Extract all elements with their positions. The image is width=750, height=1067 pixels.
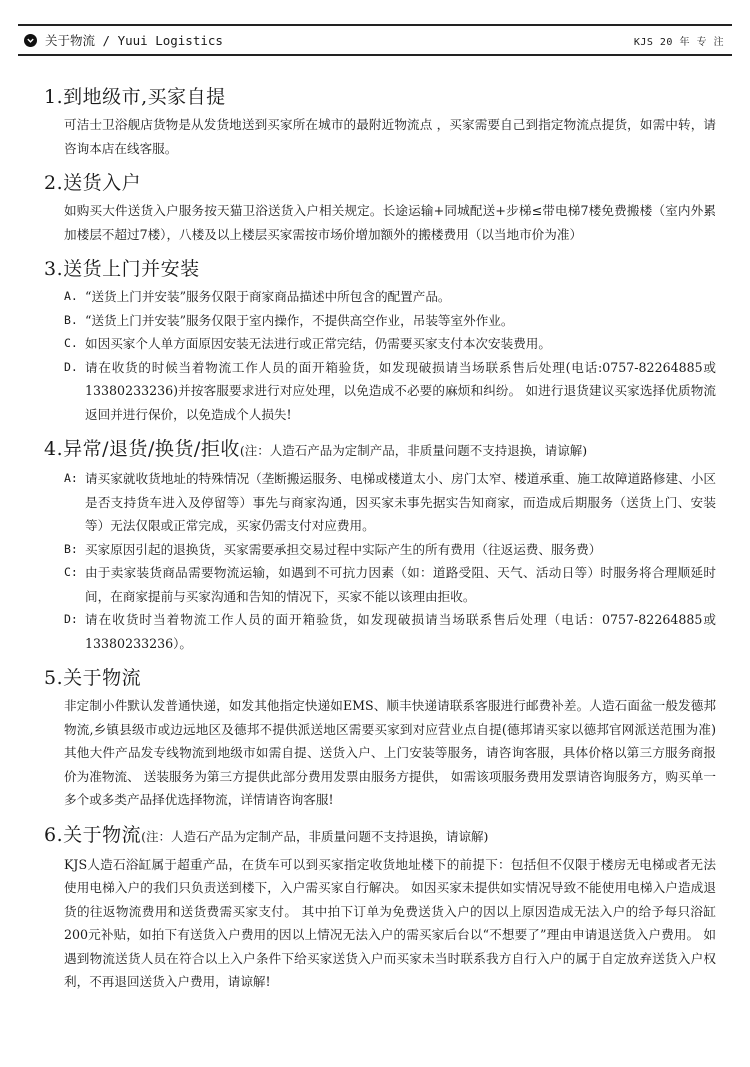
- chevron-down-icon: [24, 34, 37, 47]
- section-title-text: 4.异常/退货/换货/拒收: [44, 438, 240, 460]
- item-marker: C.: [64, 336, 78, 350]
- list-item: [44, 467, 716, 538]
- section-note: (注：人造石产品为定制产品，非质量问题不支持退换，请谅解): [141, 828, 489, 844]
- page-header: [18, 24, 732, 56]
- item-text: 由于卖家装货商品需要物流运输，如遇到不可抗力因素（如：道路受阻、天气、活动日等）时服务将合理顺延时间，在商家提前与买家沟通和告知的情况下，买家不能以该理由拒收。: [85, 565, 716, 604]
- item-text: 买家原因引起的退换货，买家需要承担交易过程中实际产生的所有费用（往返运费、服务费）: [85, 541, 602, 557]
- section-title: [44, 822, 716, 850]
- list-item: [44, 309, 716, 333]
- section-returns: [44, 436, 716, 655]
- section-title: 5.关于物流: [44, 667, 142, 689]
- section-title-text: 6.关于物流: [44, 823, 142, 846]
- section-note: (注：人造石产品为定制产品，非质量问题不支持退换，请谅解): [239, 443, 588, 458]
- list-item: [44, 608, 716, 655]
- section-body: KJS人造石浴缸属于超重产品，在货车可以到买家指定收货地址楼下的前提下：包括但不仅限于楼房无电梯或者无法使用电梯入户的我们只负责送到楼下，入户需买家自行解决。 如因买家未提供如实情况导致不能使用电梯入户造成退货的往返物流费用和送货费需买家支付。 其中拍下订单为免费送货入户的因以上原因造成无法入户的给予每只浴缸200元补贴，如拍下有送货入户费用的因以上情况无法入户的需买家后台以“不想要了”理由申请退送货入户费用。 如遇到物流送货人员在符合以上入户条件下给买家送货入户而买家未当时联系我方自行入户的属于自定放弃送货入户权利，不再退回送货入户费用，请谅解!: [64, 856, 716, 989]
- item-marker: B:: [64, 541, 78, 556]
- section-body: 非定制小件默认发普通快递，如发其他指定快递如EMS、顺丰快递请联系客服进行邮费补差。人造石面盆一般发德邦物流,乡镇县级市或边远地区及德邦不提供派送地区需要买家到对应营业点自提(德邦请买家以德邦官网派送范围为准) 其他大件产品发专线物流到地级市如需自提、送货入户、上门安装等服务，请咨询客服，具体价格以第三方服务商报价为准物流、 送装服务为第三方提供此部分费用发票由服务方提供， 如需该项服务费用发票请咨询服务方，购买单一多个或多类产品择优选择物流，详情请咨询客服!: [64, 698, 716, 807]
- list-item: [44, 332, 716, 356]
- list-item: [44, 538, 716, 562]
- item-text: “送货上门并安装”服务仅限于室内操作，不提供高空作业，吊装等室外作业。: [85, 312, 514, 328]
- list-item: [44, 356, 716, 427]
- item-marker: A:: [64, 471, 78, 485]
- section-body: 可洁士卫浴舰店货物是从发货地送到买家所在城市的最附近物流点 ，买家需要自己到指定物流点提货，如需中转，请咨询本店在线客服。: [64, 117, 716, 156]
- section-title: [44, 436, 716, 464]
- list-item: [44, 561, 716, 608]
- header-tagline: KJS 20 年 专 注: [633, 36, 724, 48]
- section-title: 1.到地级市,买家自提: [44, 86, 226, 108]
- section-delivery-installation: [44, 256, 716, 426]
- item-text: 如因买家个人单方面原因安装无法进行或正常完结，仍需要买家支付本次安装费用。: [85, 336, 551, 351]
- item-text: 请在收货时当着物流工作人员的面开箱验货，如发现破损请当场联系售后处理（电话：0757-82264885或13380233236）。: [85, 612, 716, 651]
- policy-content: [44, 84, 716, 1004]
- list-item: [44, 285, 716, 309]
- header-title: 关于物流 / Yuui Logistics: [45, 33, 223, 48]
- item-text: 请在收货的时候当着物流工作人员的面开箱验货，如发现破损请当场联系售后处理(电话:0757-82264885或13380233236)并按客服要求进行对应处理，以免造成不必要的麻烦和纠纷。 如进行退货建议买家选择优质物流返回并进行保价，以免造成个人损失!: [85, 359, 716, 422]
- section-self-pickup: [44, 84, 716, 160]
- item-marker: D.: [64, 359, 78, 374]
- item-text: 请买家就收货地址的特殊情况（垄断搬运服务、电梯或楼道太小、房门太窄、楼道承重、施工故障道路修建、小区是否支持货车进入及停留等）事先与商家沟通，因买家未事先据实告知商家，而造成后期服务（送货上门、安装等）无法仅限或正常完成，买家仍需支付对应费用。: [85, 471, 716, 533]
- item-text: “送货上门并安装”服务仅限于商家商品描述中所包含的配置产品。: [85, 289, 451, 304]
- section-title: 3.送货上门并安装: [44, 258, 200, 280]
- item-marker: D:: [64, 612, 78, 626]
- header-left: [18, 31, 223, 49]
- section-home-delivery: [44, 170, 716, 246]
- section-title: 2.送货入户: [44, 172, 142, 194]
- item-marker: C:: [64, 565, 78, 579]
- section-body: 如购买大件送货入户服务按天猫卫浴送货入户相关规定。长途运输+同城配送+步梯≤带电梯7楼免费搬楼（室内外累加楼层不超过7楼），八楼及以上楼层买家需按市场价增加额外的搬楼费用（以当地市价为准）: [64, 203, 716, 242]
- section-logistics: [44, 665, 716, 812]
- item-marker: A.: [64, 289, 78, 303]
- section-logistics-bathtub: [44, 822, 716, 994]
- item-marker: B.: [64, 312, 78, 327]
